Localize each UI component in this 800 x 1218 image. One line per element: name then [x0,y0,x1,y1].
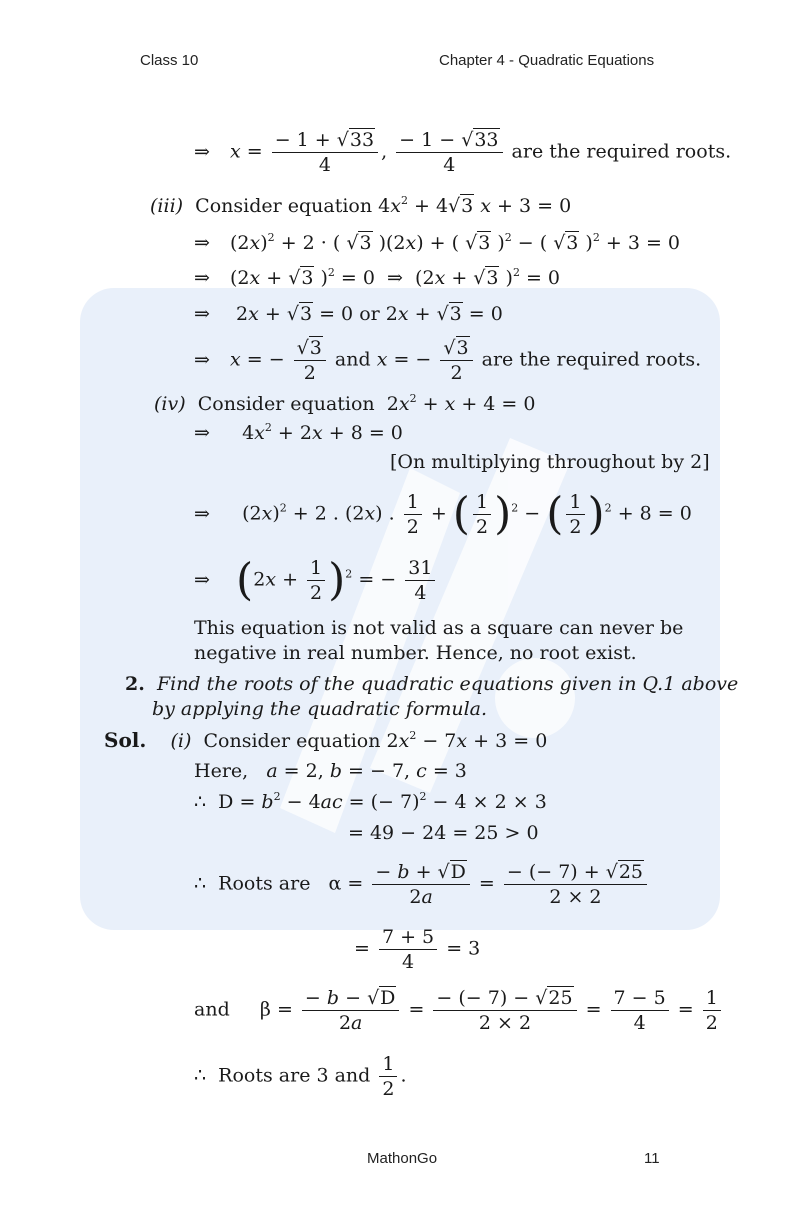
sol-label: Sol. [104,728,147,752]
equation-line-5: ⇒ 2x + √3 = 0 or 2x + √3 = 0 [194,303,503,325]
solution-line-6: = $\frac{7 + 5}{4}$ = 3 [354,926,481,973]
question-text-2: by applying the quadratic formula. [152,698,488,720]
question-2-line-2 [152,697,487,721]
equation-line-3: ⇒ $(2x)^2 + 2$ · ( √3 )(2x) + ( √3 )$^2$ − ( √3 )$^2$ + 3 = 0 [194,231,681,254]
solution-line-4: = 49 − 24 = 25 > 0 [348,822,539,844]
multiply-note: [On multiplying throughout by 2] [390,451,710,473]
equation-line-9: ⇒ $(2x)^2 + 2$ . (2x) . $\frac{1}{2}$ + ( $\frac{1}{2}$ )$^2$ − ( $\frac{1}{2}$ )$^2$ + 8 = 0 [194,488,692,540]
roots-are-label: Roots are [218,872,311,895]
part-iii-text: Consider equation [195,195,373,217]
part-iii-label: (iii) [150,195,184,217]
sol-i-label: (i) [170,730,192,752]
part-iv-label: (iv) [154,393,186,415]
equation-line-8: ⇒ $4x^2 + 2x + 8 = 0$ [194,421,403,444]
and-label: and [194,998,230,1021]
footer-page-number: 11 [644,1150,660,1167]
solution-line-8: ∴ Roots are 3 and $\frac{1}{2}$ . [194,1053,407,1100]
solution-line-7: and β = $\frac{- b - √D}{2a}$ = $\frac{- (- 7) - √25}{2 \times 2}$ = $\frac{7 - 5}{4}$ = $\frac{1}{2}$ [194,986,724,1035]
solution-line-5: ∴ Roots are α = $\frac{- b + √D}{2a}$ = $\frac{- (- 7) + √25}{2 \times 2}$ [194,860,650,909]
header-class: Class 10 [140,52,199,69]
equation-line-10: ⇒ (2x + $\frac{1}{2}$ )$^2$ = − $\frac{31}{4}$ [194,556,438,605]
solution-line-2: Here, a = 2, b = − 7, c = 3 [194,760,467,782]
footer-brand: MathonGo [367,1150,438,1167]
question-2-line-1 [125,672,738,696]
roots-text-2: are the required roots. [481,348,702,371]
part-iv-line: (iv) Consider equation $2x^2 + x + 4 = 0$ [154,392,536,415]
part-iv-text: Consider equation [197,393,375,415]
conclusion-line-2: negative in real number. Hence, no root exist. [194,642,637,664]
equation-line-4: ⇒ (2x + √3 )$^2$ = 0 ⇒ (2x + √3 )$^2$ = 0 [194,266,561,289]
roots-text-1: are the required roots. [511,140,732,163]
solution-line-3: ∴ $D = b^2 - 4ac$ = (− 7)$^2$ − 4 × 2 × 3 [194,790,547,813]
equation-line-1: ⇒ x = $\frac{- 1 + √33}{4}$ , $\frac{- 1 - √33}{4}$ are the required roots. [194,129,732,176]
equation-line-6: ⇒ x = − $\frac{√3}{2}$ and x = − $\frac{√3}{2}$ are the required roots. [194,337,702,384]
header-chapter: Chapter 4 - Quadratic Equations [439,52,655,69]
final-roots-label: Roots are 3 and [218,1064,371,1087]
solution-line-1: Sol. (i) Consider equation $2x^2 - 7x + 3 = 0$ [104,728,548,752]
sol-i-text: Consider equation [203,730,381,752]
question-number: 2. [125,673,145,695]
conclusion-line-1: This equation is not valid as a square can never be [194,617,684,639]
question-text-1: Find the roots of the quadratic equations given in Q.1 above [156,673,739,695]
here-label: Here, [194,760,249,782]
part-iii-line: (iii) Consider equation $4x^2 + 4√3$ x + 3 = 0 [150,194,572,217]
